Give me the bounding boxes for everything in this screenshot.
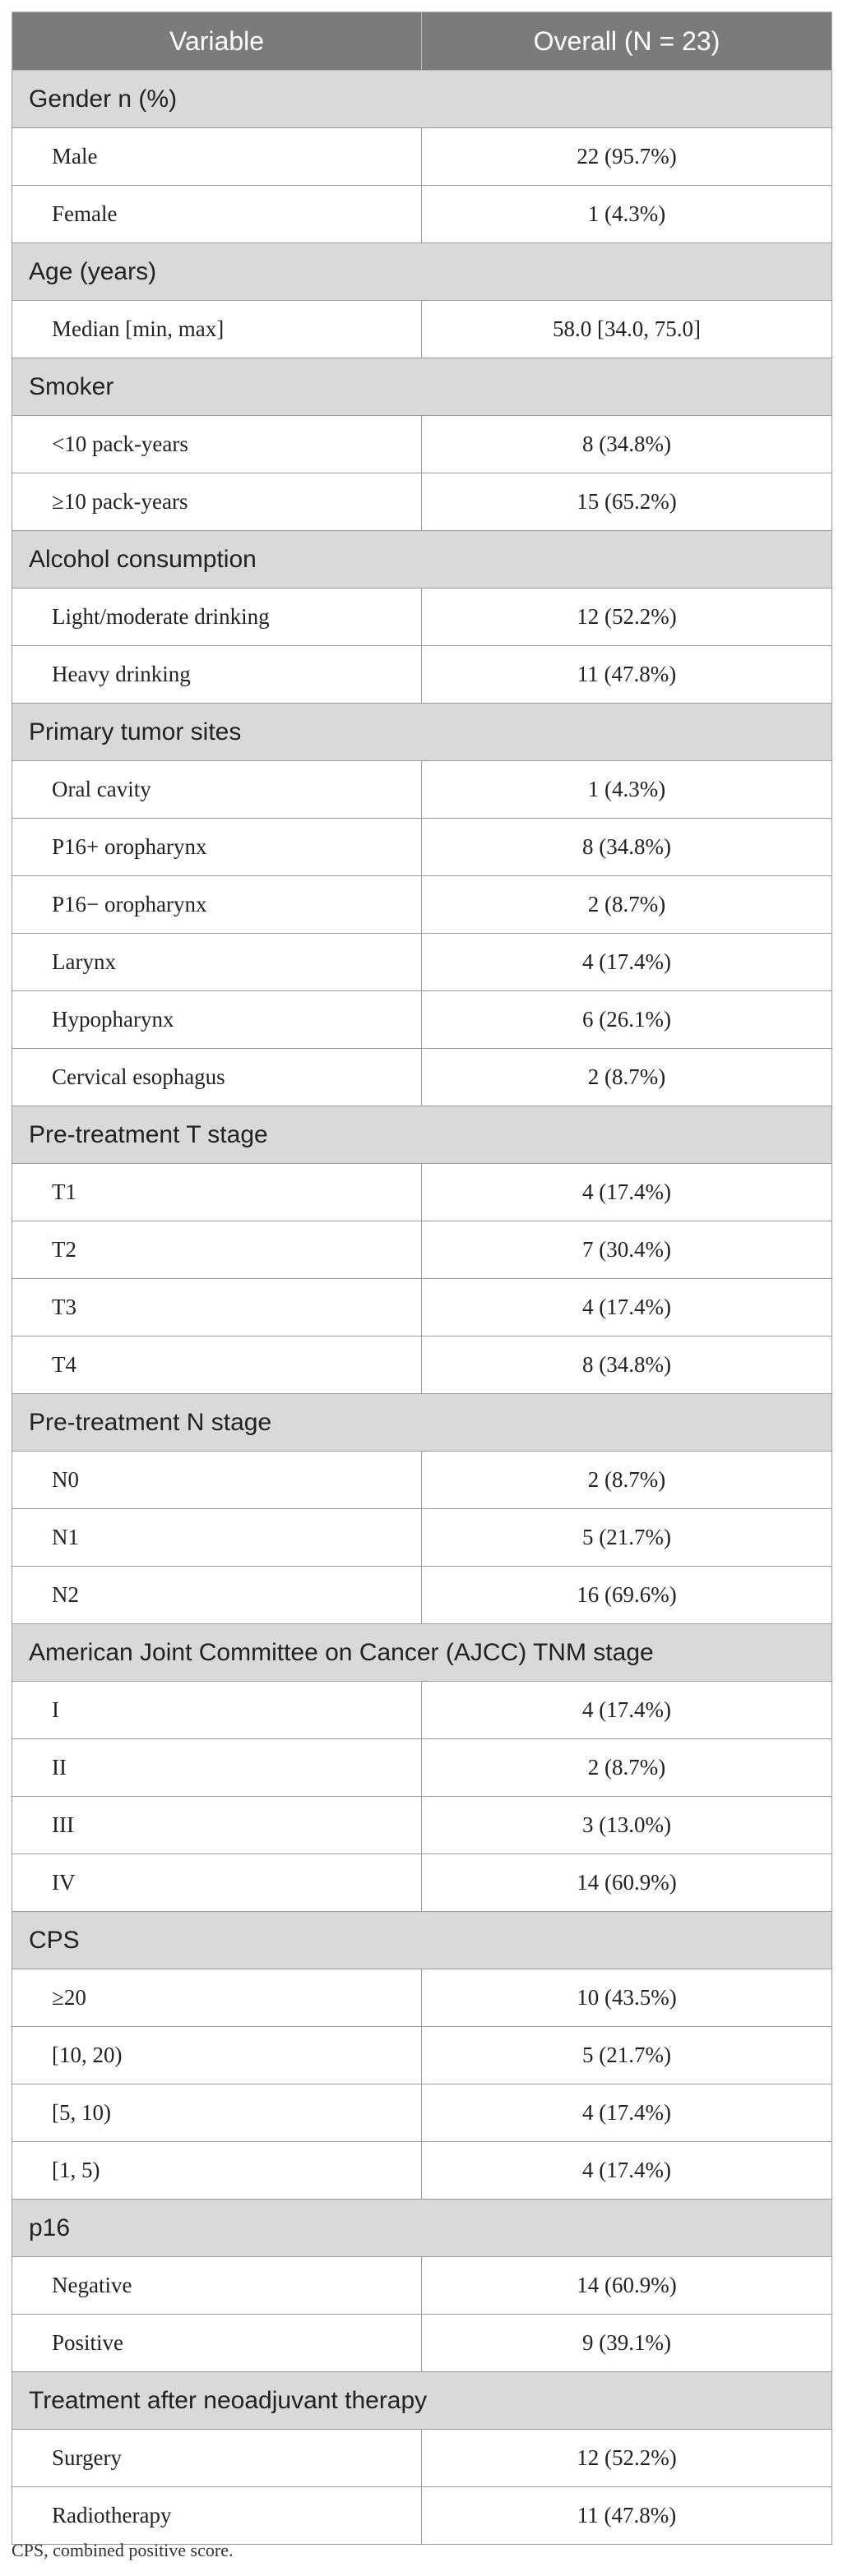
row-label: Negative: [12, 2257, 422, 2315]
row-value: 14 (60.9%): [422, 1854, 832, 1912]
table-row: [12, 2084, 832, 2142]
table-row: [12, 186, 832, 243]
row-value: 4 (17.4%): [422, 2084, 832, 2142]
row-value: 3 (13.0%): [422, 1797, 832, 1854]
row-label: Surgery: [12, 2430, 422, 2487]
table-row: [12, 2430, 832, 2487]
row-value: 58.0 [34.0, 75.0]: [422, 301, 832, 358]
table-row: [12, 1221, 832, 1279]
row-label: [10, 20): [12, 2027, 422, 2084]
row-label: ≥20: [12, 1969, 422, 2027]
header-row: [12, 12, 832, 71]
row-value: 5 (21.7%): [422, 1509, 832, 1567]
table-row: [12, 2487, 832, 2545]
row-label: Cervical esophagus: [12, 1049, 422, 1106]
row-label: Larynx: [12, 934, 422, 991]
group-row: [12, 71, 832, 128]
group-row: [12, 531, 832, 589]
row-label: I: [12, 1682, 422, 1739]
table-row: [12, 128, 832, 186]
group-title: Pre-treatment N stage: [12, 1394, 832, 1452]
table-row: [12, 1509, 832, 1567]
row-value: 16 (69.6%): [422, 1567, 832, 1624]
row-value: 12 (52.2%): [422, 589, 832, 646]
row-value: 10 (43.5%): [422, 1969, 832, 2027]
group-title: Alcohol consumption: [12, 531, 832, 589]
row-label: [5, 10): [12, 2084, 422, 2142]
row-label: P16− oropharynx: [12, 876, 422, 934]
table-row: [12, 2027, 832, 2084]
row-value: 4 (17.4%): [422, 2142, 832, 2200]
group-row: [12, 1106, 832, 1164]
table-row: [12, 473, 832, 531]
group-title: Age (years): [12, 243, 832, 301]
table-row: [12, 1739, 832, 1797]
row-label: IV: [12, 1854, 422, 1912]
baseline-characteristics-table: [12, 12, 832, 2545]
row-value: 1 (4.3%): [422, 761, 832, 819]
row-label: T1: [12, 1164, 422, 1221]
group-row: [12, 704, 832, 761]
group-title: American Joint Committee on Cancer (AJCC) TNM stage: [12, 1624, 832, 1682]
header-variable: Variable: [12, 12, 422, 71]
table-row: [12, 876, 832, 934]
table-row: [12, 589, 832, 646]
row-value: 4 (17.4%): [422, 1279, 832, 1336]
row-value: 1 (4.3%): [422, 186, 832, 243]
row-label: Oral cavity: [12, 761, 422, 819]
table-body: [12, 71, 832, 2545]
table-row: [12, 301, 832, 358]
table-row: [12, 1854, 832, 1912]
row-value: 8 (34.8%): [422, 1336, 832, 1394]
row-value: 7 (30.4%): [422, 1221, 832, 1279]
row-value: 9 (39.1%): [422, 2315, 832, 2372]
row-label: Male: [12, 128, 422, 186]
row-label: ≥10 pack-years: [12, 473, 422, 531]
row-label: Heavy drinking: [12, 646, 422, 704]
table-row: [12, 1049, 832, 1106]
header-overall: Overall (N = 23): [422, 12, 832, 71]
table-row: [12, 416, 832, 473]
row-value: 2 (8.7%): [422, 1739, 832, 1797]
group-row: [12, 2200, 832, 2257]
row-label: Hypopharynx: [12, 991, 422, 1049]
group-title: Gender n (%): [12, 71, 832, 128]
row-label: T2: [12, 1221, 422, 1279]
table-container: [12, 12, 831, 2545]
row-label: T3: [12, 1279, 422, 1336]
row-value: 6 (26.1%): [422, 991, 832, 1049]
table-row: [12, 1969, 832, 2027]
table-row: [12, 934, 832, 991]
row-label: P16+ oropharynx: [12, 819, 422, 876]
table-row: [12, 646, 832, 704]
row-label: N1: [12, 1509, 422, 1567]
group-row: [12, 1394, 832, 1452]
row-label: Radiotherapy: [12, 2487, 422, 2545]
row-value: 22 (95.7%): [422, 128, 832, 186]
table-row: [12, 1452, 832, 1509]
table-row: [12, 1797, 832, 1854]
table-row: [12, 1279, 832, 1336]
row-label: <10 pack-years: [12, 416, 422, 473]
row-value: 11 (47.8%): [422, 646, 832, 704]
group-title: Treatment after neoadjuvant therapy: [12, 2372, 832, 2430]
group-row: [12, 358, 832, 416]
row-label: N0: [12, 1452, 422, 1509]
row-value: 8 (34.8%): [422, 416, 832, 473]
row-label: Median [min, max]: [12, 301, 422, 358]
row-value: 14 (60.9%): [422, 2257, 832, 2315]
row-value: 4 (17.4%): [422, 934, 832, 991]
table-row: [12, 2142, 832, 2200]
row-label: II: [12, 1739, 422, 1797]
group-row: [12, 1912, 832, 1969]
table-row: [12, 1682, 832, 1739]
row-label: III: [12, 1797, 422, 1854]
table-row: [12, 761, 832, 819]
table-row: [12, 991, 832, 1049]
row-value: 11 (47.8%): [422, 2487, 832, 2545]
row-label: Light/moderate drinking: [12, 589, 422, 646]
row-label: Positive: [12, 2315, 422, 2372]
row-value: 2 (8.7%): [422, 1452, 832, 1509]
row-label: Female: [12, 186, 422, 243]
table-footnote: CPS, combined positive score.: [12, 2540, 234, 2560]
row-value: 8 (34.8%): [422, 819, 832, 876]
group-row: [12, 2372, 832, 2430]
group-title: Pre-treatment T stage: [12, 1106, 832, 1164]
row-label: [1, 5): [12, 2142, 422, 2200]
row-value: 4 (17.4%): [422, 1682, 832, 1739]
row-value: 5 (21.7%): [422, 2027, 832, 2084]
table-row: [12, 1567, 832, 1624]
group-row: [12, 1624, 832, 1682]
group-title: Smoker: [12, 358, 832, 416]
row-value: 4 (17.4%): [422, 1164, 832, 1221]
table-row: [12, 819, 832, 876]
table-row: [12, 2257, 832, 2315]
table-row: [12, 1336, 832, 1394]
group-title: p16: [12, 2200, 832, 2257]
row-value: 2 (8.7%): [422, 876, 832, 934]
row-label: N2: [12, 1567, 422, 1624]
row-label: T4: [12, 1336, 422, 1394]
row-value: 15 (65.2%): [422, 473, 832, 531]
table-row: [12, 2315, 832, 2372]
group-title: Primary tumor sites: [12, 704, 832, 761]
group-title: CPS: [12, 1912, 832, 1969]
table-row: [12, 1164, 832, 1221]
row-value: 2 (8.7%): [422, 1049, 832, 1106]
group-row: [12, 243, 832, 301]
row-value: 12 (52.2%): [422, 2430, 832, 2487]
